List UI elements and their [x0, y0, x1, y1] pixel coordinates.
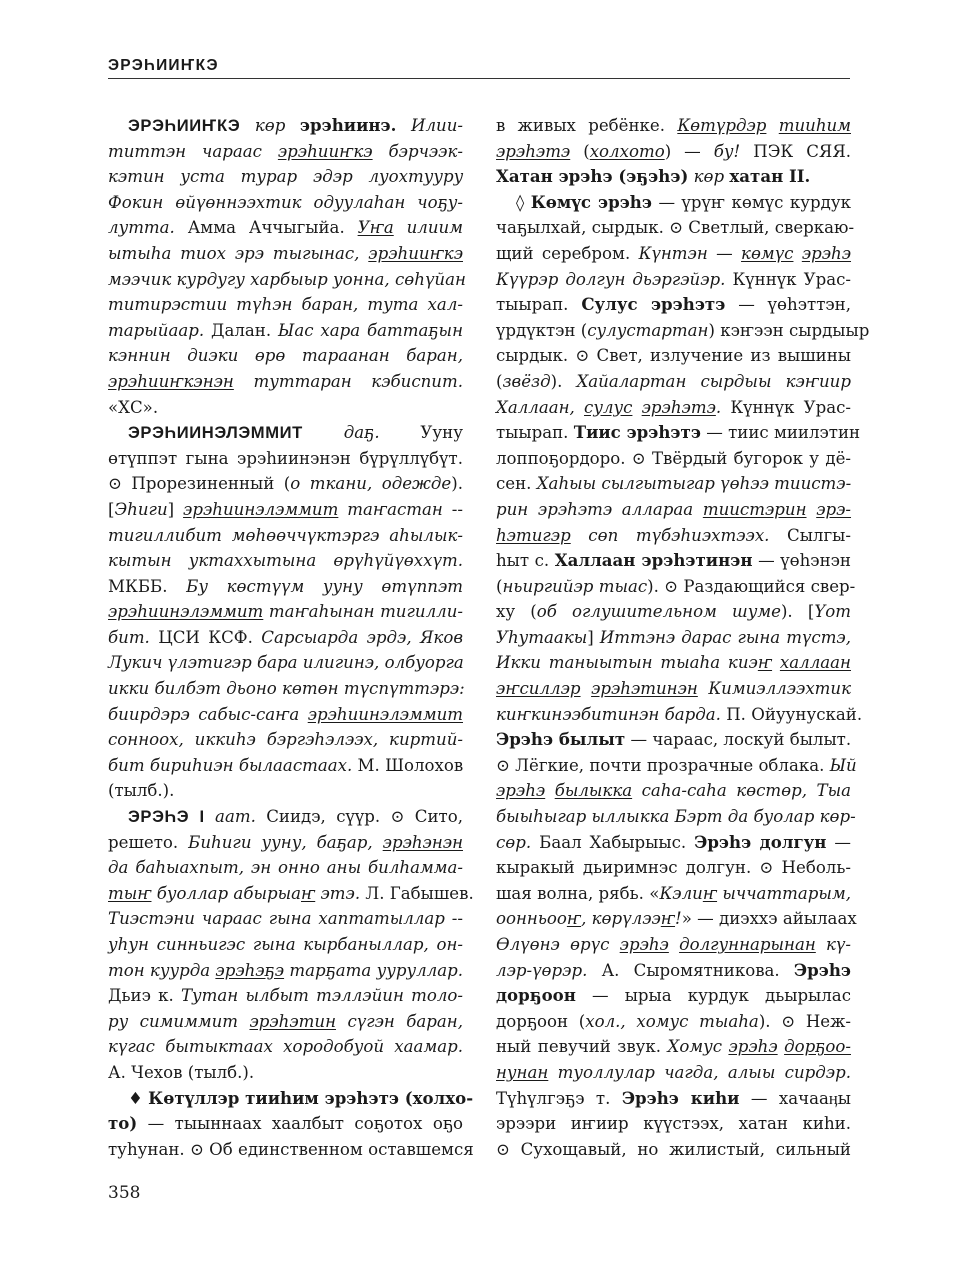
- text-line: Дьиэ к. Тутан ылбыт тэллэйин толо-: [108, 986, 463, 1006]
- text-line: «ХС».: [108, 397, 159, 417]
- text-line: рин эрэһэтэ алларaa тиистэрин эрэ-: [496, 499, 852, 519]
- text-line: лоппоҕордоро. ⊙ Твёрдый бугорок у дё-: [496, 448, 851, 468]
- text-line: решето. Биһиги ууну, баҕар, эрэһэнэн: [108, 832, 463, 852]
- text-line: кытын уктаххытына өрүһүйүөххүт.: [108, 551, 463, 571]
- running-head: ЭРЭҺИИҤКЭ: [108, 57, 219, 74]
- text-line: күгас бытыктаах хородобуой хаамар.: [108, 1037, 463, 1057]
- text-line: Түһүлгэҕэ т. Эрэһэ киһи — хачааӊы: [496, 1087, 852, 1108]
- right-column: [496, 113, 870, 1162]
- text-line: тыҥ буоллар абырыаҥ этэ. Л. Габышев.: [108, 883, 474, 903]
- text-line: ру симиммит эрэһэтин сүгэн баран,: [108, 1011, 463, 1031]
- text-line: титтэн чараас эрэһииҥкэ бэрчээк-: [108, 141, 463, 161]
- text-line: сырдык. ⊙ Свет, излучение из вышины: [496, 346, 851, 366]
- text-line: [Эһиги] эрэһиинэлэммит таҥастан --: [108, 499, 463, 519]
- text-line: кыракый дьиримнэс долгун. ⊙ Неболь-: [496, 858, 851, 878]
- text-line: Фокин өйүөннээхтик одуулаһан чоҕу-: [108, 192, 463, 212]
- text-line: ◊ Көмүс эрэһэ — үрүҥ көмүс курдук: [516, 191, 852, 212]
- text-line: ⊙ Сухощавый, но жилистый, сильный: [496, 1139, 851, 1159]
- text-line: быыһыгар ыллыкка Бэрт да буолар көр-: [496, 807, 856, 827]
- text-line: МКББ. Бу көстүүм ууну өтүппэт: [108, 576, 463, 596]
- text-line: оонньооҥ, көрүлээҥ!» — диэхxэ айылаах: [496, 909, 857, 929]
- text-line: (звёзд). Хайалартан сырдыы кэҥиир: [496, 371, 851, 391]
- text-line: икки билбэт дьоно көтөн түспүттэрэ:: [108, 679, 465, 699]
- text-line: кэннин диэки өрө тараанан баран,: [108, 346, 463, 366]
- text-line: дорҕоон — ырыа курдук дьырылас: [496, 985, 851, 1006]
- text-line: то) — тыыннаах хаалбыт соҕотох оҕо: [108, 1113, 463, 1134]
- text-line: ЭРЭҺИИҤКЭ көр эрэһиинэ. Илии-: [128, 115, 464, 135]
- text-line: биирдэрэ сабыс-саҥа эрэһиинэлэммит: [108, 704, 463, 724]
- left-column: [108, 113, 474, 1162]
- text-line: эҥсиллэр эрэһэтинэн Кимиэллээхтик: [496, 679, 852, 699]
- text-line: киҥкинээбитинэн барда. П. Ойуунускай.: [496, 704, 863, 724]
- text-line: ЭРЭҺИИНЭЛЭММИТ даҕ. Ууну: [128, 423, 464, 443]
- text-line: тыырап. Сулус эрэһэтэ — үөһэттэн,: [496, 294, 851, 315]
- text-line: Тиэстэни чараас гына хаптатыллар --: [108, 909, 463, 929]
- text-line: тыырап. Тиис эрэһэтэ — тиис миилэтин: [496, 422, 861, 443]
- text-line: тигиллибит мөһөөччүктэргэ аһылык-: [108, 525, 463, 545]
- text-line: да баһыахпыт, эн оннo аны билһаммa-: [108, 858, 463, 878]
- text-line: Өлүөнэ өрүс эрэһэ долгуннарынан кү-: [496, 935, 852, 954]
- header-divider: [108, 78, 850, 79]
- text-line: ♦ Көтүллэр тииһим эрэһэтэ (холхо-: [128, 1087, 474, 1108]
- text-line: сен. Хаһыы сылгытыгар үөһээ тиистэ-: [496, 474, 852, 494]
- text-line: һэтигэр сөп түбэһиэхтээх. Сылгы-: [496, 525, 851, 545]
- text-line: ⊙ Лёгкие, почти прозрачные облака. Ый: [496, 755, 857, 775]
- text-line: һыт с. Халлаан эрэһэтинэн — үөһэнэн: [496, 550, 851, 571]
- text-line: ЭРЭҺЭ I аат. Сиидэ, сүүр. ⊙ Сито,: [128, 807, 463, 827]
- text-line: эрэһиинэлэммит таҥаһынан тигилли-: [108, 602, 463, 622]
- text-line: титирэстии түһэн баран, тута хал-: [108, 295, 463, 315]
- text-line: ху (об оглушительном шуме). [Үот: [496, 602, 852, 622]
- text-line: үрдүктэн (сулустартан) кэҥээн сырдыыр: [496, 320, 870, 340]
- text-line: (ньиргийэр тыас). ⊙ Раздающийся свер-: [496, 576, 856, 596]
- text-line: ный певучий звук. Хомус эрэһэ дорҕоо-: [496, 1037, 851, 1057]
- text-line: нунан туоллулар чагда, алыы сирдэр.: [496, 1062, 851, 1082]
- text-line: ытыһа тиох эрэ тыгынас, эрэһииҥкэ: [108, 243, 463, 263]
- text-line: Хатан эрэһэ (эҕэһэ) көр хатан II.: [496, 166, 811, 187]
- text-line: в живых ребёнке. Көтүрдэр тииһим: [496, 116, 851, 135]
- text-line: кэтин уста турар эдэр луохтуурy: [108, 167, 463, 187]
- text-line: сөр. Баал Хабырыыс. Эрэһэ долгун —: [496, 831, 851, 852]
- text-line: Уһутаакы] Иттэнэ дарас гына түстэ,: [496, 627, 852, 647]
- text-line: мээчик курдугу харбыыр уонна, сөһүйан: [108, 269, 466, 289]
- text-line: чаҕылхай, сырдык. ⊙ Светлый, сверкаю-: [496, 218, 855, 238]
- text-line: ⊙ Прорезиненный (о ткани, одежде).: [108, 474, 463, 494]
- text-line: (тылб.).: [108, 781, 175, 801]
- text-line: дорҕоон (хол., хомус тыаһа). ⊙ Неж-: [496, 1011, 851, 1031]
- text-line: тон куурда эрэһэҕэ тарҕата ууруллар.: [108, 960, 464, 980]
- text-line: эрэһэтэ (холхото) — бу! ПЭК СЯЯ.: [496, 141, 852, 161]
- text-line: өтүппэт гына эрэһиинэнэн бүрүллүбүт.: [108, 448, 463, 468]
- text-line: эрэһэ былыкка саһа-саһа көстөр, Тыа: [496, 781, 851, 801]
- text-line: лутта. Амма Аччыгыйа. Уҥа илиим: [108, 218, 463, 238]
- text-line: эрээри иҥиир күүстээх, хатан киһи.: [496, 1114, 851, 1134]
- text-line: туһунан. ⊙ Об единственном оставшемся: [108, 1139, 474, 1159]
- text-line: Күүрэр долгун дьэргэйэр. Күннүк Урас-: [496, 269, 851, 289]
- text-line: Лукич үлэтигэр бара илигинэ, олбуорга: [108, 653, 464, 673]
- text-line: тарыйаар. Далан. Ыас хара баттаҕын: [108, 320, 463, 340]
- page-number: 358: [108, 1183, 141, 1203]
- text-line: Халлаан, сулус эрэһэтэ. Күннүк Урас-: [496, 397, 852, 417]
- text-line: шая волна, рябь. «Кэлиҥ ыччаттарым,: [496, 883, 851, 903]
- text-line: Икки таныытын тыаһа киэҥ халлаан: [496, 653, 851, 673]
- text-line: бит бириһиэн былаастаах. М. Шолохов: [108, 755, 464, 775]
- text-line: А. Чехов (тылб.).: [108, 1062, 255, 1082]
- text-line: бит. ЦСИ КСФ. Сарсыарда эрдэ, Яков: [108, 627, 463, 647]
- text-line: сонноох, иккиһэ бэргэһэлээх, киртий-: [108, 730, 463, 750]
- text-line: Эрэһэ былыт — чараас, лоскуй былыт.: [496, 729, 852, 750]
- text-line: лэр-үөрэр. А. Сыромятникова. Эрэһэ: [496, 959, 851, 980]
- text-line: уһун синньигэс гына кырбаныллар, он-: [108, 935, 463, 954]
- text-line: эрэһииҥкэнэн туттаран кэбиспит.: [108, 371, 463, 391]
- text-line: щий серебром. Күнтэн — көмүс эрэһэ: [496, 243, 852, 263]
